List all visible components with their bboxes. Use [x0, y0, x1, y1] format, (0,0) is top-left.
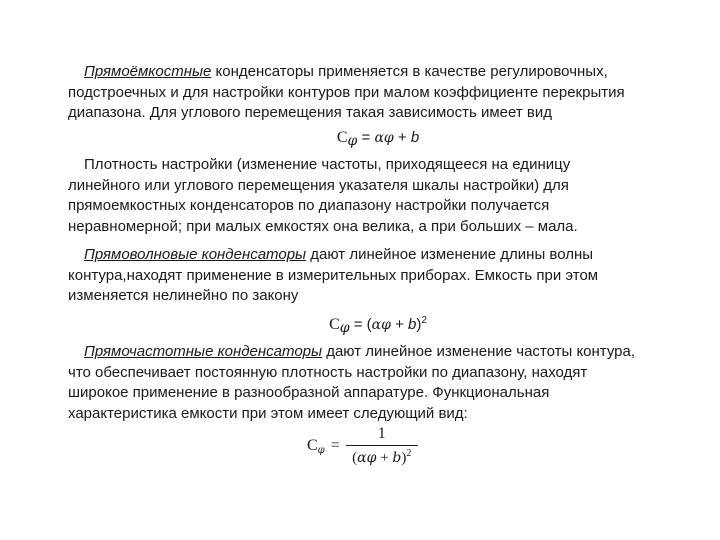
paragraph-4	[68, 342, 688, 424]
fraction	[346, 425, 418, 467]
formula-paren: (	[352, 450, 358, 466]
formula-plus: +	[390, 315, 409, 333]
formula-plus: +	[376, 450, 393, 466]
formula-paren: )	[416, 315, 422, 333]
paragraph-2	[68, 155, 688, 237]
paragraph-3-line-2: контура,находят применение в измерительных приборах. Емкость при этом	[68, 266, 599, 284]
paragraph-3-line-3: изменяется нелинейно по закону	[68, 287, 299, 304]
formula-exponent: 2	[406, 448, 412, 459]
text-fragment: конденсаторы применяется в качестве регулировочных,	[211, 63, 608, 80]
text-fragment: дают линейное изменение частоты контура,	[322, 343, 636, 360]
paragraph-2-line-2: линейного или углового перемещения указателя шкалы настройки) для	[68, 176, 569, 194]
formula-paren: )	[401, 450, 407, 466]
fraction-denominator	[352, 446, 411, 467]
formula-1	[68, 128, 688, 152]
formula-term: αφ	[374, 129, 394, 146]
fraction-numerator: 1	[377, 425, 386, 442]
term-direct-frequency: Прямочастотные конденсаторы	[84, 343, 323, 360]
formula-equals: =	[357, 128, 375, 146]
paragraph-4-line-3: широкое применение в разнообразной аппаратуре. Функциональная	[68, 384, 550, 401]
formula-subscript: φ	[347, 132, 358, 149]
formula-3	[307, 425, 418, 467]
formula-term: αφ	[371, 316, 391, 333]
formula-term: αφ	[357, 450, 377, 466]
paragraph-4-line-4: характеристика емкости при этом имеет следующий вид:	[68, 404, 468, 422]
document-body	[68, 62, 688, 424]
term-direct-capacitance: Прямоёмкостные	[84, 63, 212, 80]
formula-3-lhs	[307, 437, 325, 456]
text-fragment: дают линейное изменение длины волны	[306, 246, 594, 263]
term-direct-wavelength: Прямоволновые конденсаторы	[84, 246, 307, 263]
paragraph-1	[68, 62, 688, 124]
formula-exponent: 2	[421, 314, 427, 326]
formula-constant: b	[410, 128, 420, 146]
formula-equals: =	[330, 437, 340, 454]
formula-plus: +	[393, 128, 411, 146]
paragraph-1-line-3: диапазона. Для углового перемещения такая зависимость имеет вид	[68, 104, 552, 121]
formula-symbol: C	[307, 436, 318, 454]
formula-symbol: C	[329, 315, 340, 333]
paragraph-2-line-3: прямоемкостных конденсаторов по диапазону настройки получается	[68, 197, 550, 214]
formula-equals: = (	[349, 315, 372, 333]
paragraph-2-line-4: неравномерной; при малых емкостях она велика, а при больших – мала.	[68, 217, 578, 235]
formula-constant: b	[408, 315, 417, 333]
paragraph-1-line-2: подстроечных и для настройки контуров при малом коэффициенте перекрытия	[68, 83, 625, 101]
formula-constant: b	[392, 450, 402, 466]
paragraph-1-line-1	[68, 62, 688, 83]
formula-symbol: C	[336, 128, 348, 146]
paragraph-3-line-1	[68, 245, 688, 266]
paragraph-3	[68, 245, 688, 307]
paragraph-2-line-1: Плотность настройки (изменение частоты, приходящееся на единицу	[84, 156, 571, 173]
paragraph-4-line-2: что обеспечивает постоянную плотность настройки по диапазону, находят	[68, 363, 588, 381]
formula-subscript: φ	[339, 319, 350, 336]
formula-2	[68, 311, 688, 339]
paragraph-4-line-1	[68, 342, 688, 363]
formula-subscript: φ	[317, 444, 325, 456]
